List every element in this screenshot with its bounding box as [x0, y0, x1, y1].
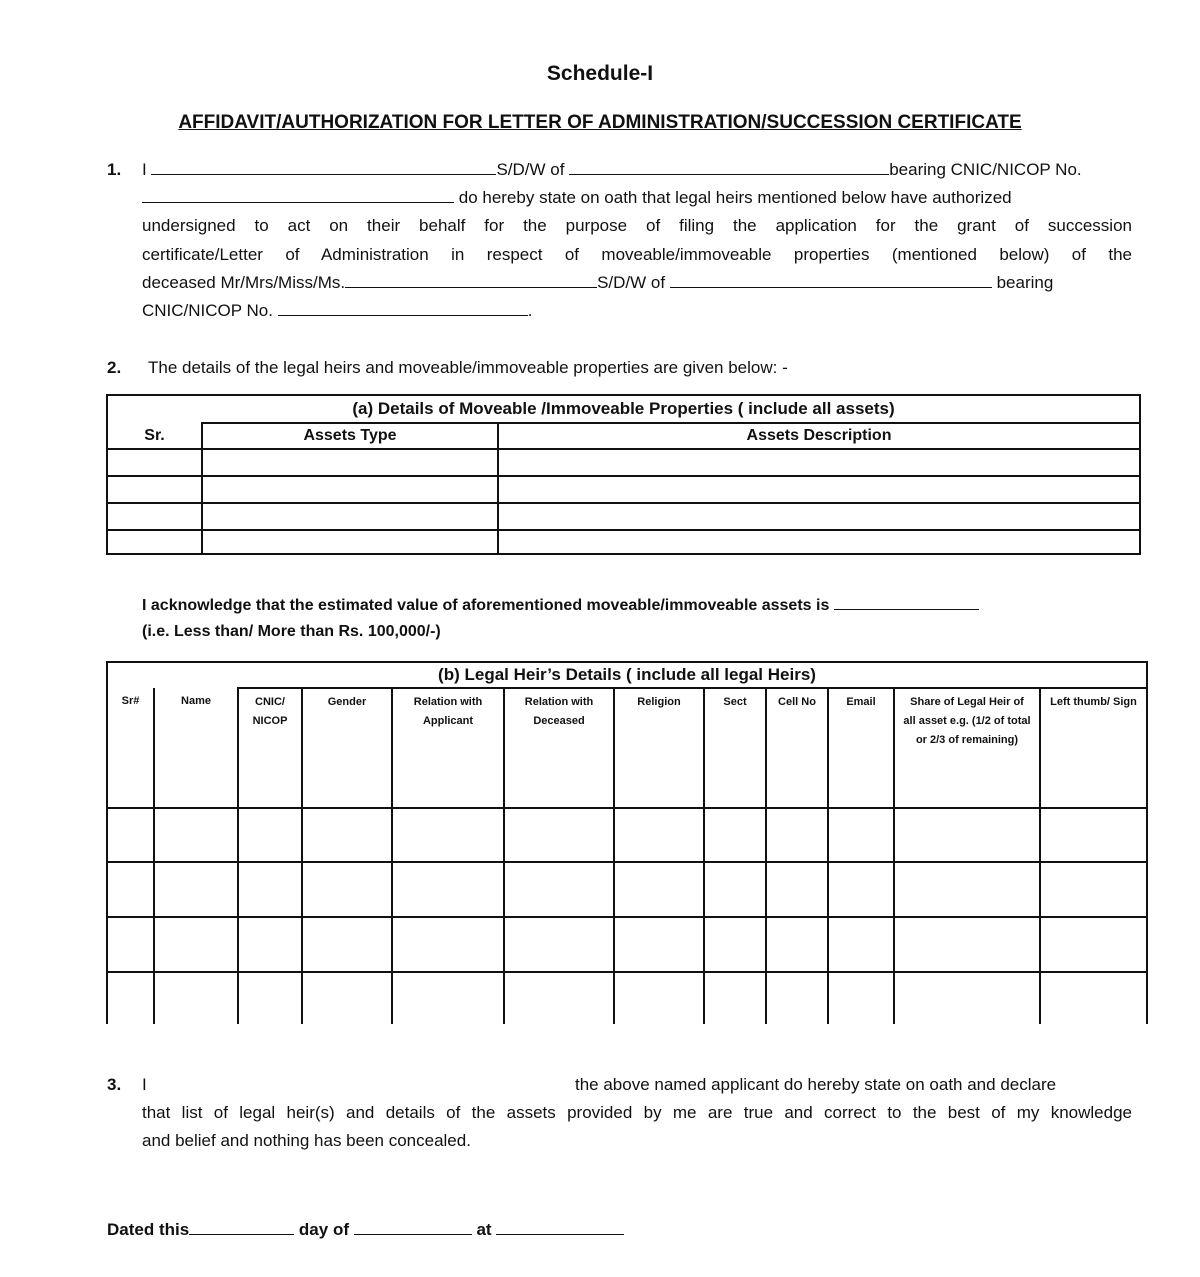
heirs-header-name: Name: [154, 688, 238, 808]
table-cell[interactable]: [392, 808, 504, 862]
table-cell[interactable]: [107, 862, 154, 917]
section-1-number: 1.: [107, 160, 122, 179]
heirs-header-cell: Cell No: [766, 688, 828, 808]
table-cell[interactable]: [202, 503, 498, 530]
table-cell[interactable]: [154, 862, 238, 917]
table-cell[interactable]: [202, 449, 498, 476]
form-heading: AFFIDAVIT/AUTHORIZATION FOR LETTER OF ADMINISTRATION/SUCCESSION CERTIFICATE: [178, 112, 1022, 133]
table-cell[interactable]: [704, 808, 766, 862]
table-cell[interactable]: [504, 862, 614, 917]
assets-header-sr: Sr.: [107, 423, 202, 449]
table-cell[interactable]: [107, 476, 202, 503]
section-1-line-4: certificate/Letter of Administration in respect of moveable/immoveable properties (mentioned below) of the: [142, 245, 1132, 264]
table-cell[interactable]: [302, 917, 392, 972]
assets-table-caption: (a) Details of Moveable /Immoveable Properties ( include all assets): [107, 395, 1140, 423]
section-3-number: 3.: [107, 1075, 122, 1094]
dated-label: Dated this: [107, 1220, 190, 1239]
table-cell[interactable]: [498, 476, 1140, 503]
dated-line: [107, 1220, 807, 1240]
table-row: [107, 530, 1140, 554]
table-cell[interactable]: [238, 862, 302, 917]
table-cell[interactable]: [614, 972, 704, 1024]
table-cell[interactable]: [392, 862, 504, 917]
table-cell[interactable]: [238, 917, 302, 972]
section-1-line-5: [142, 273, 1132, 293]
table-cell[interactable]: [894, 808, 1040, 862]
table-cell[interactable]: [107, 530, 202, 554]
section-2-intro: The details of the legal heirs and moveable/immoveable properties are given below: -: [148, 358, 788, 377]
deceased-label: deceased Mr/Mrs/Miss/Ms.: [142, 273, 346, 292]
table-cell[interactable]: [107, 972, 154, 1024]
section-1-line-6: [142, 301, 1132, 321]
table-row: [107, 449, 1140, 476]
table-row: [107, 917, 1147, 972]
table-row: [107, 862, 1147, 917]
assets-table: [106, 394, 1141, 555]
table-cell[interactable]: [504, 917, 614, 972]
table-cell[interactable]: [154, 917, 238, 972]
table-cell[interactable]: [704, 862, 766, 917]
heirs-header-thumb: Left thumb/ Sign: [1040, 688, 1147, 808]
legal-heirs-table: [106, 661, 1148, 1024]
table-cell[interactable]: [154, 808, 238, 862]
at-label: at: [476, 1220, 492, 1239]
section-3-line-2: that list of legal heir(s) and details of the assets provided by me are true and correct to the best of my knowledge: [142, 1103, 1132, 1122]
acknowledgement-line-2: (i.e. Less than/ More than Rs. 100,000/-): [142, 623, 441, 640]
day-of-label: day of: [298, 1220, 349, 1239]
acknowledgement-text: I acknowledge that the estimated value of aforementioned moveable/immoveable assets is: [142, 597, 830, 614]
deceased-cnic-field[interactable]: [278, 301, 528, 316]
heirs-header-cnic: CNIC/ NICOP: [238, 688, 302, 808]
table-cell[interactable]: [894, 972, 1040, 1024]
deceased-relation-label: S/D/W of: [597, 273, 666, 292]
pronoun-label: I: [142, 160, 147, 179]
authorization-text: do hereby state on oath that legal heirs mentioned below have authorized: [458, 188, 1012, 207]
legal-heirs-table-caption: (b) Legal Heir’s Details ( include all legal Heirs): [107, 662, 1147, 688]
table-cell[interactable]: [498, 503, 1140, 530]
section-1-line-1: [142, 160, 1132, 180]
table-cell[interactable]: [504, 972, 614, 1024]
table-row: [107, 972, 1147, 1024]
table-cell[interactable]: [614, 917, 704, 972]
relation-label: S/D/W of: [496, 160, 565, 179]
table-cell[interactable]: [766, 917, 828, 972]
table-cell[interactable]: [107, 808, 154, 862]
deceased-bearing-label: bearing: [996, 273, 1054, 292]
table-cell[interactable]: [498, 530, 1140, 554]
table-row: [107, 503, 1140, 530]
heirs-header-sect: Sect: [704, 688, 766, 808]
deponent-cnic-field[interactable]: [142, 188, 454, 203]
table-cell[interactable]: [828, 808, 894, 862]
table-cell[interactable]: [202, 476, 498, 503]
table-cell[interactable]: [894, 862, 1040, 917]
table-cell[interactable]: [302, 972, 392, 1024]
table-cell[interactable]: [107, 503, 202, 530]
table-cell[interactable]: [614, 808, 704, 862]
deceased-cnic-label: CNIC/NICOP No.: [142, 301, 273, 320]
table-cell[interactable]: [392, 972, 504, 1024]
table-cell[interactable]: [1040, 917, 1147, 972]
table-cell[interactable]: [828, 917, 894, 972]
table-row: [107, 808, 1147, 862]
table-cell[interactable]: [302, 808, 392, 862]
table-cell[interactable]: [302, 862, 392, 917]
place-field[interactable]: [496, 1220, 624, 1235]
section-1-line-2: [142, 188, 1132, 208]
heirs-header-share: Share of Legal Heir of all asset e.g. (1/2 of total or 2/3 of remaining): [894, 688, 1040, 808]
section-2-number: 2.: [107, 358, 122, 377]
deceased-name-field[interactable]: [345, 273, 597, 288]
assets-header-type: Assets Type: [202, 423, 498, 449]
heirs-header-relation-applicant: Relation with Applicant: [392, 688, 504, 808]
heirs-header-gender: Gender: [302, 688, 392, 808]
section-3-line-3: and belief and nothing has been concealed.: [142, 1131, 471, 1150]
table-cell[interactable]: [1040, 862, 1147, 917]
deponent-parent-field[interactable]: [569, 160, 889, 175]
deponent-name-field[interactable]: [151, 160, 496, 175]
table-cell[interactable]: [498, 449, 1140, 476]
table-cell[interactable]: [238, 972, 302, 1024]
period: .: [527, 301, 533, 320]
table-row: [107, 476, 1140, 503]
table-cell[interactable]: [828, 972, 894, 1024]
table-cell[interactable]: [766, 972, 828, 1024]
table-cell[interactable]: [828, 862, 894, 917]
table-cell[interactable]: [1040, 808, 1147, 862]
assets-header-description: Assets Description: [498, 423, 1140, 449]
table-cell[interactable]: [704, 972, 766, 1024]
page-title: Schedule-I: [546, 62, 654, 85]
table-cell[interactable]: [238, 808, 302, 862]
table-cell[interactable]: [154, 972, 238, 1024]
table-cell[interactable]: [894, 917, 1040, 972]
heirs-header-email: Email: [828, 688, 894, 808]
deceased-parent-field[interactable]: [670, 273, 992, 288]
table-cell[interactable]: [1040, 972, 1147, 1024]
estimated-value-field[interactable]: [834, 595, 979, 610]
table-cell[interactable]: [392, 917, 504, 972]
table-cell[interactable]: [107, 917, 154, 972]
month-field[interactable]: [354, 1220, 472, 1235]
table-cell[interactable]: [614, 862, 704, 917]
table-cell[interactable]: [704, 917, 766, 972]
section-3-pronoun: I: [142, 1075, 147, 1094]
cnic-label: bearing CNIC/NICOP No.: [889, 160, 1082, 179]
acknowledgement-line-1: [142, 595, 1132, 615]
heirs-header-religion: Religion: [614, 688, 704, 808]
table-cell[interactable]: [107, 449, 202, 476]
section-3-line-1: the above named applicant do hereby state on oath and declare: [575, 1075, 1057, 1094]
table-cell[interactable]: [766, 862, 828, 917]
heirs-header-relation-deceased: Relation with Deceased: [504, 688, 614, 808]
table-cell[interactable]: [202, 530, 498, 554]
day-field[interactable]: [189, 1220, 294, 1235]
heirs-header-sr: Sr#: [107, 688, 154, 808]
section-1-line-3: undersigned to act on their behalf for the purpose of filing the application for the grant of succession: [142, 216, 1132, 235]
table-cell[interactable]: [504, 808, 614, 862]
table-cell[interactable]: [766, 808, 828, 862]
